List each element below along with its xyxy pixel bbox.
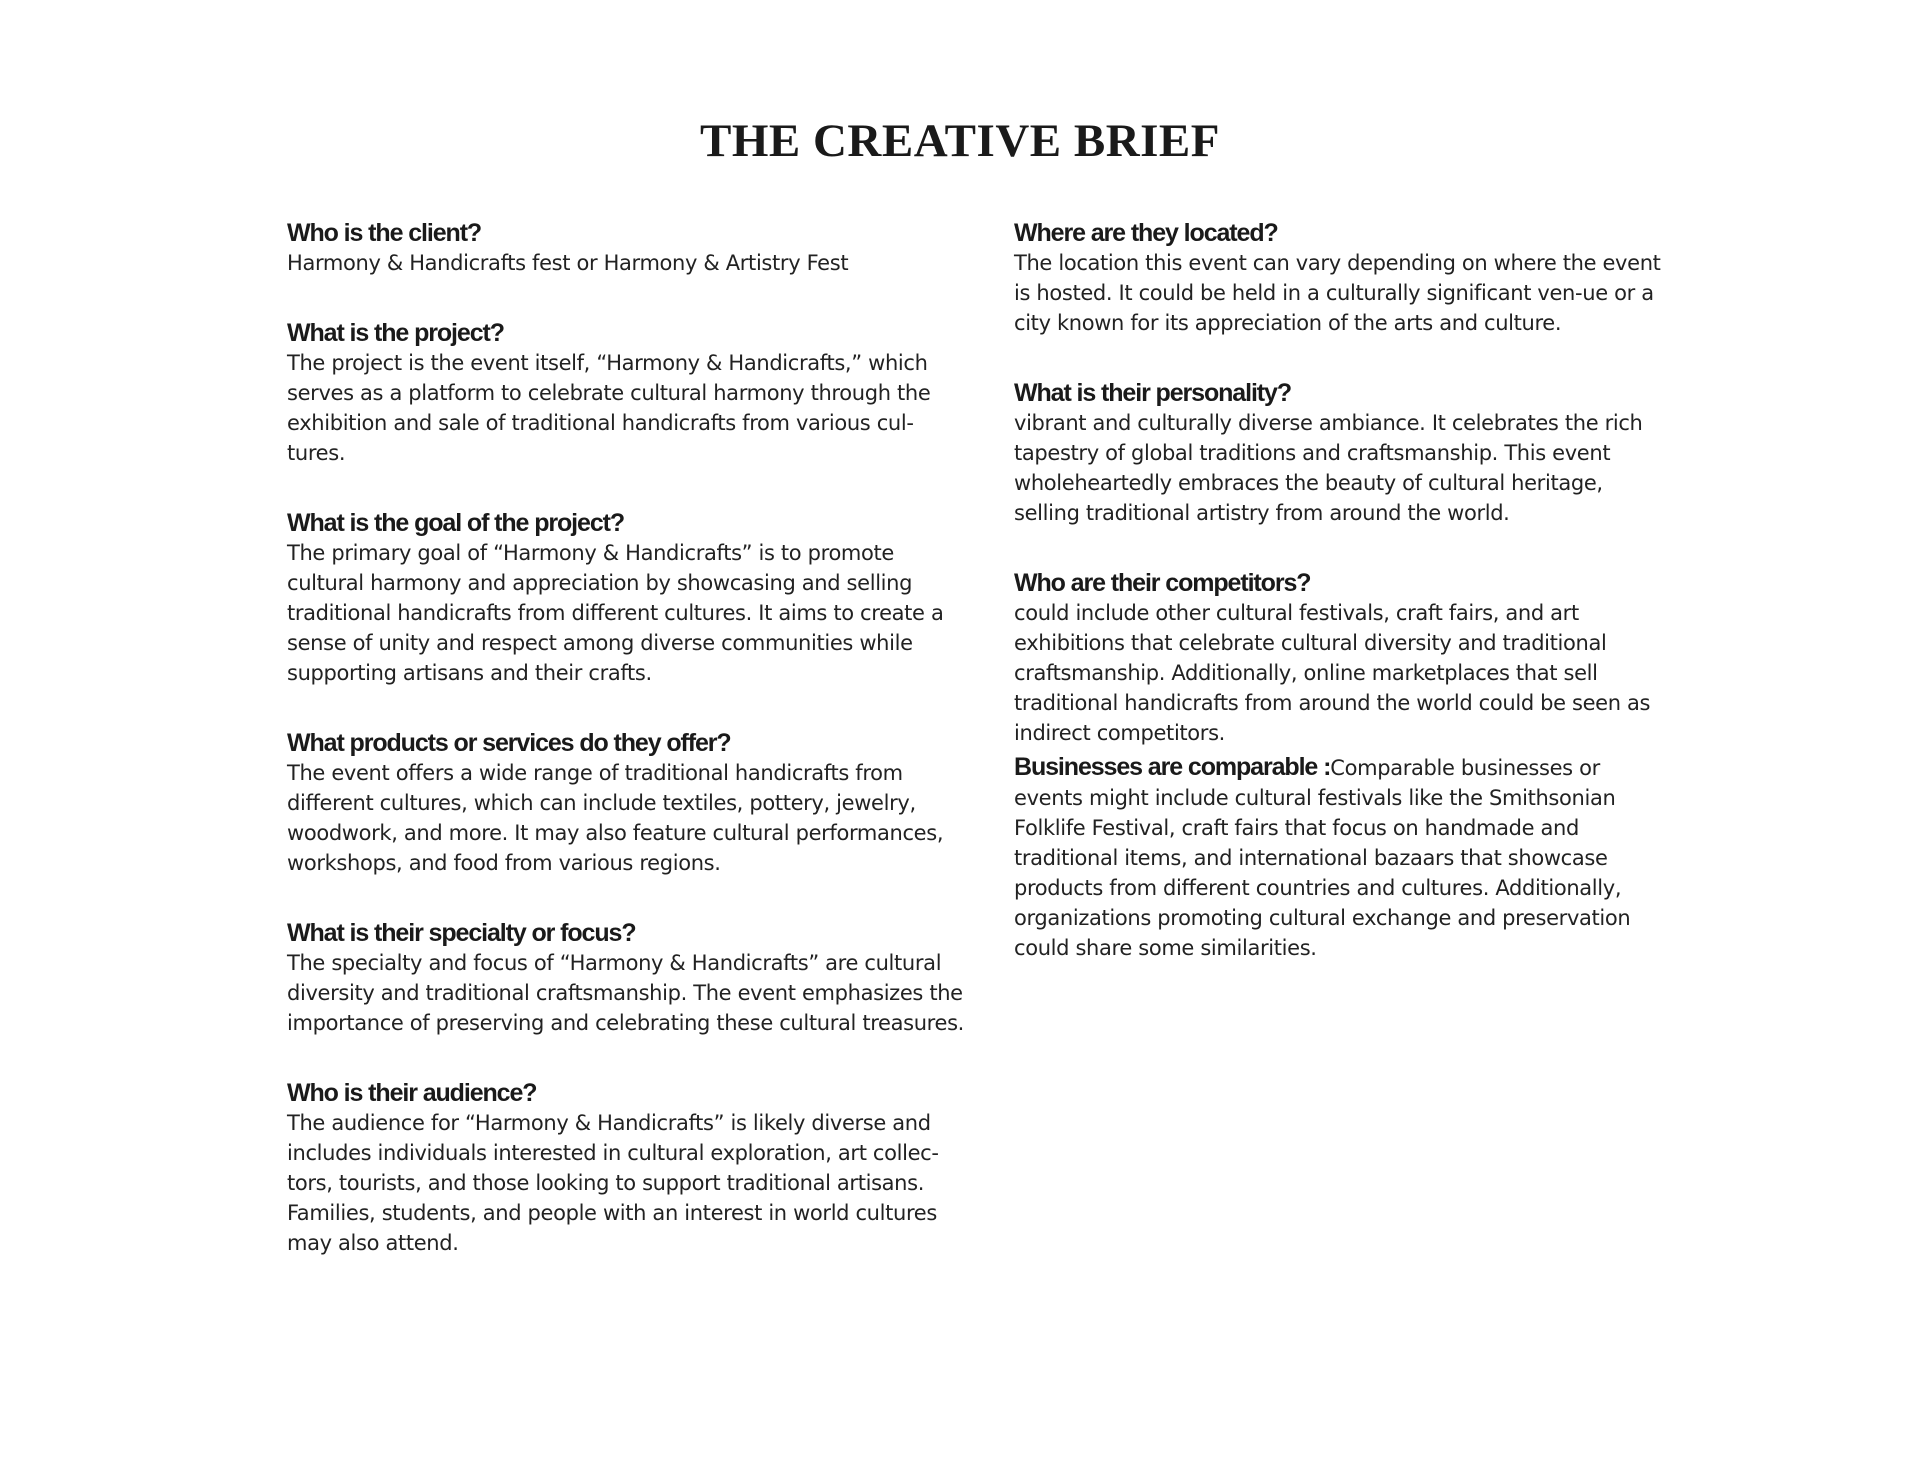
answer-text: The project is the event itself, “Harmony & Handicrafts,” which serves as a platform to celebrate cultural harmony through the exhibition and sale of traditional handicrafts from various cul-tures.: [287, 351, 931, 465]
question-heading: What is the goal of the project?: [287, 509, 625, 537]
page-title: THE CREATIVE BRIEF: [699, 115, 1220, 167]
section-specialty: [287, 918, 967, 1038]
comparable-label: Businesses are comparable :: [1014, 753, 1331, 781]
section-competitors: [1014, 568, 1674, 748]
section-personality: [1014, 378, 1674, 528]
section-goal: [287, 508, 967, 688]
comparable-text: Comparable businesses or events might include cultural festivals like the Smithsonian Folklife Festival, craft fairs that focus on handmade and traditional items, and international bazaars that showcase products from different countries and cultures. Additionally, organizations promoting cultural exchange and preservation could share some similarities.: [1014, 756, 1631, 960]
comparable-paragraph: [1014, 752, 1674, 963]
section-project: [287, 318, 967, 468]
right-column: [1014, 218, 1674, 1003]
question-heading: What is the project?: [287, 319, 504, 347]
answer-text: The primary goal of “Harmony & Handicrafts” is to promote cultural harmony and appreciation by showcasing and selling traditional handicrafts from different cultures. It aims to create a sense of unity and respect among diverse communities while supporting artisans and their crafts.: [287, 541, 944, 685]
answer-text: vibrant and culturally diverse ambiance. It celebrates the rich tapestry of global traditions and craftsmanship. This event wholeheartedly embraces the beauty of cultural heritage, selling traditional artistry from around the world.: [1014, 411, 1643, 525]
answer-text: could include other cultural festivals, craft fairs, and art exhibitions that celebrate cultural diversity and traditional craftsmanship. Additionally, online marketplaces that sell traditional handicrafts from around the world could be seen as indirect competitors.: [1014, 601, 1651, 745]
section-products: [287, 728, 967, 878]
answer-text: Harmony & Handicrafts fest or Harmony & Artistry Fest: [287, 251, 849, 275]
left-column: [287, 218, 967, 1298]
question-heading: Who is the client?: [287, 219, 482, 247]
question-heading: What is their personality?: [1014, 379, 1292, 407]
answer-text: The specialty and focus of “Harmony & Handicrafts” are cultural diversity and traditional craftsmanship. The event emphasizes the importance of preserving and celebrating these cultural treasures.: [287, 951, 964, 1035]
section-client: [287, 218, 967, 278]
question-heading: Who is their audience?: [287, 1079, 537, 1107]
question-heading: Who are their competitors?: [1014, 569, 1311, 597]
answer-text: The location this event can vary depending on where the event is hosted. It could be held in a culturally significant ven-ue or a city known for its appreciation of the arts and culture.: [1014, 251, 1661, 335]
section-comparable: [1014, 752, 1674, 963]
question-heading: What is their specialty or focus?: [287, 919, 636, 947]
section-location: [1014, 218, 1674, 338]
answer-text: The event offers a wide range of traditional handicrafts from different cultures, which can include textiles, pottery, jewelry, woodwork, and more. It may also feature cultural performances, workshops, and food from various regions.: [287, 761, 944, 875]
question-heading: What products or services do they offer?: [287, 729, 731, 757]
section-audience: [287, 1078, 967, 1258]
question-heading: Where are they located?: [1014, 219, 1278, 247]
answer-text: The audience for “Harmony & Handicrafts” is likely diverse and includes individuals interested in cultural exploration, art collec-tors, tourists, and those looking to support traditional artisans. Families, students, and people with an interest in world cultures may also attend.: [287, 1111, 939, 1255]
